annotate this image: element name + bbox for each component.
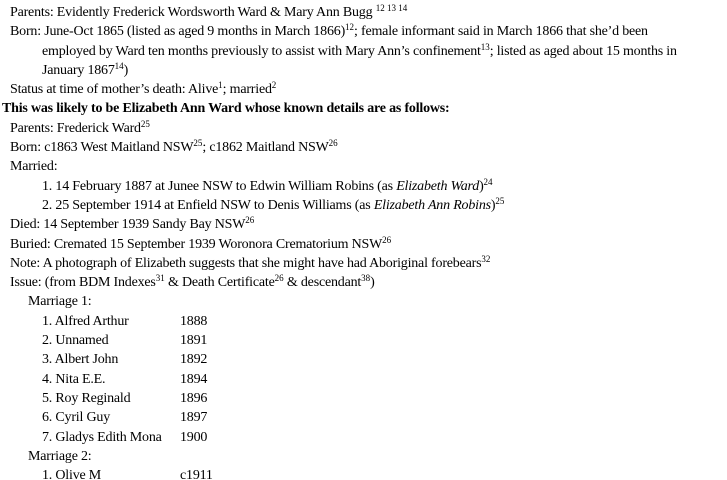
- text-run: Born: c1863 West Maitland NSW: [10, 140, 194, 156]
- child-name: 1. Alfred Arthur: [42, 313, 129, 329]
- text-run: ): [123, 62, 129, 78]
- child-name: 7. Gladys Edith Mona: [42, 429, 162, 445]
- document-line: [0, 22, 727, 41]
- document-line: [0, 254, 727, 273]
- footnote-reference: 31: [155, 273, 165, 284]
- footnote-reference: 26: [245, 215, 255, 226]
- child-name: 5. Roy Reginald: [42, 390, 131, 406]
- child-name: 6. Cyril Guy: [42, 410, 110, 426]
- text-run: Marriage 1:: [28, 294, 92, 310]
- text-run: Married:: [10, 159, 58, 175]
- text-run: ; female informant said in March 1866 that she’d been: [354, 24, 648, 40]
- document-text-block: [0, 3, 727, 480]
- document-line: [0, 138, 727, 157]
- document-line: [0, 273, 727, 292]
- child-row: [0, 370, 727, 389]
- footnote-reference: 24: [483, 176, 493, 187]
- text-run: This was likely to be Elizabeth Ann Ward whose known details are as follows:: [2, 101, 450, 117]
- child-row: [0, 389, 727, 408]
- footnote-reference: 1: [218, 80, 223, 91]
- text-run: Issue: (from BDM Indexes: [10, 275, 156, 291]
- italic-text: Elizabeth Ann Robins: [373, 197, 491, 213]
- document-line: [0, 99, 727, 118]
- text-run: ; listed as aged about 15 months in: [489, 43, 677, 59]
- text-run: 1. 14 February 1887 at Junee NSW to Edwin William Robins (as: [42, 178, 397, 194]
- italic-text: Elizabeth Ward: [396, 178, 480, 194]
- child-row: [0, 408, 727, 427]
- footnote-reference: 13: [480, 41, 490, 52]
- document-line: [0, 292, 727, 311]
- footnote-reference: 12 13 14: [375, 3, 408, 13]
- text-run: ; c1862 Maitland NSW: [202, 140, 329, 156]
- child-birth-year: 1891: [180, 333, 208, 349]
- document-line: [0, 235, 727, 254]
- text-run: & Death Certificate: [164, 275, 275, 291]
- child-birth-year: 1897: [180, 410, 208, 426]
- child-name: 4. Nita E.E.: [42, 371, 106, 387]
- child-name: 1. Olive M: [42, 468, 102, 480]
- text-run: ): [490, 197, 496, 213]
- child-row: [0, 428, 727, 447]
- child-row: [0, 466, 727, 480]
- child-birth-year: 1888: [180, 313, 208, 329]
- footnote-reference: 2: [271, 80, 277, 91]
- child-birth-year: 1896: [180, 390, 208, 406]
- text-run: Parents: Evidently Frederick Wordsworth Ward & Mary Ann Bugg: [10, 5, 376, 20]
- text-run: Marriage 2:: [28, 448, 92, 464]
- text-run: & descendant: [283, 275, 362, 291]
- document-line: [0, 177, 727, 196]
- text-run: January 1867: [42, 62, 115, 78]
- child-row: [0, 331, 727, 350]
- child-name: 2. Unnamed: [42, 333, 109, 349]
- text-run: ; married: [222, 82, 272, 98]
- child-birth-year: 1894: [180, 371, 208, 387]
- document-line: [0, 215, 727, 234]
- text-run: 2. 25 September 1914 at Enfield NSW to Denis Williams (as: [42, 197, 374, 213]
- footnote-reference: 26: [274, 273, 284, 284]
- footnote-reference: 26: [382, 234, 392, 245]
- document-line: [0, 447, 727, 466]
- document-line: [0, 80, 727, 99]
- document-line: [0, 157, 727, 176]
- child-birth-year: c1911: [180, 468, 213, 480]
- footnote-reference: 26: [328, 138, 338, 149]
- text-run: Note: A photograph of Elizabeth suggests that she might have had Aboriginal forebears: [10, 255, 482, 271]
- text-run: employed by Ward ten months previously to assist with Mary Ann’s confinement: [42, 43, 481, 59]
- text-run: Status at time of mother’s death: Alive: [10, 82, 219, 98]
- footnote-reference: 25: [193, 138, 203, 149]
- text-run: Buried: Cremated 15 September 1939 Woronora Crematorium NSW: [10, 236, 383, 252]
- footnote-reference: 32: [481, 253, 491, 264]
- footnote-reference: 25: [495, 195, 505, 206]
- child-birth-year: 1892: [180, 352, 208, 368]
- text-run: Born: June-Oct 1865 (listed as aged 9 months in March 1866): [10, 24, 346, 40]
- text-run: ): [479, 178, 484, 194]
- child-birth-year: 1900: [180, 429, 208, 445]
- document-line: [0, 42, 727, 61]
- text-run: Parents: Frederick Ward: [10, 120, 141, 136]
- footnote-reference: 38: [361, 273, 371, 284]
- text-run: Died: 14 September 1939 Sandy Bay NSW: [10, 217, 246, 233]
- footnote-reference: 14: [114, 60, 124, 71]
- footnote-reference: 12: [345, 22, 355, 33]
- footnote-reference: 25: [140, 118, 150, 129]
- child-row: [0, 312, 727, 331]
- child-name: 3. Albert John: [42, 352, 119, 368]
- document-line: [0, 196, 727, 215]
- document-line: [0, 119, 727, 138]
- child-row: [0, 350, 727, 369]
- document-line: [0, 61, 727, 80]
- document-line: [0, 3, 727, 22]
- text-run: ): [370, 275, 375, 291]
